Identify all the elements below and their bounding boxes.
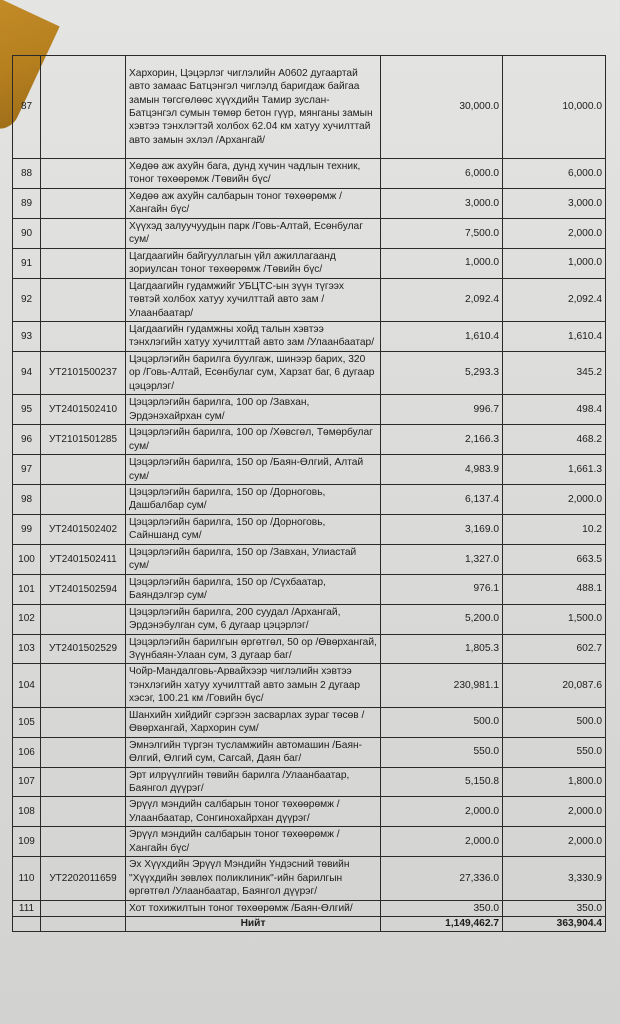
project-description: Хүүхэд залуучуудын парк /Говь-Алтай, Есөнбулаг сум/ (126, 218, 381, 248)
allocated-amount: 345.2 (503, 351, 606, 394)
row-number: 103 (13, 634, 41, 664)
table-row (13, 634, 606, 664)
total-cost: 2,092.4 (381, 278, 503, 321)
total-cost: 2,000.0 (381, 797, 503, 827)
project-description: Цагдаагийн байгууллагын үйл ажиллагаанд зориулсан тоног төхөөрөмж /Төвийн бүс/ (126, 248, 381, 278)
total-cost: 2,000.0 (381, 827, 503, 857)
row-number: 100 (13, 544, 41, 574)
project-description: Цэцэрлэгийн барилга, 150 ор /Завхан, Улиастай сум/ (126, 544, 381, 574)
row-number: 107 (13, 767, 41, 797)
project-code (41, 56, 126, 159)
row-number: 87 (13, 56, 41, 159)
allocated-amount: 2,000.0 (503, 484, 606, 514)
table-row (13, 395, 606, 425)
row-number: 89 (13, 188, 41, 218)
project-description: Цэцэрлэгийн барилга, 200 суудал /Архангай, Эрдэнэбулган сум, 6 дугаар цэцэрлэг/ (126, 604, 381, 634)
project-code: УТ2101500237 (41, 351, 126, 394)
project-code: УТ2401502410 (41, 395, 126, 425)
total-cost: 5,293.3 (381, 351, 503, 394)
grand-total: 1,149,462.7 (381, 917, 503, 931)
row-number: 95 (13, 395, 41, 425)
row-number: 106 (13, 737, 41, 767)
allocated-amount: 468.2 (503, 425, 606, 455)
allocated-amount: 10,000.0 (503, 56, 606, 159)
row-number: 97 (13, 455, 41, 485)
total-cost: 27,336.0 (381, 857, 503, 900)
allocated-amount: 2,000.0 (503, 797, 606, 827)
row-number: 101 (13, 574, 41, 604)
table-row (13, 159, 606, 189)
total-label: Нийт (126, 917, 381, 931)
project-code (41, 827, 126, 857)
project-description: Цэцэрлэгийн барилга, 100 ор /Завхан, Эрдэнэхайрхан сум/ (126, 395, 381, 425)
row-number: 96 (13, 425, 41, 455)
project-description: Шанхийн хийдийг сэргээн засварлах зураг төсөв /Өвөрхангай, Хархорин сум/ (126, 707, 381, 737)
project-code: УТ2401502529 (41, 634, 126, 664)
row-number: 109 (13, 827, 41, 857)
project-description: Цэцэрлэгийн барилга, 100 ор /Хөвсгөл, Төмөрбулаг сум/ (126, 425, 381, 455)
project-code (41, 218, 126, 248)
project-code: УТ2401502594 (41, 574, 126, 604)
table-row (13, 544, 606, 574)
project-code (41, 604, 126, 634)
table-row (13, 425, 606, 455)
project-code (41, 797, 126, 827)
allocated-amount: 500.0 (503, 707, 606, 737)
project-description: Хархорин, Цэцэрлэг чиглэлийн А0602 дугаартай авто замаас Батцэнгэл чиглэлд баригдаж байгаа замын төгсгөлөөс хүүхдийн Тамир зуслан-Батцэнгэл сумын төмөр бетон гүүр, мянганы замын хэвтээ тэнхлэгтэй холбох 62.04 км хатуу хучилттай авто замын эхлэл /Архангай/ (126, 56, 381, 159)
row-number: 104 (13, 664, 41, 707)
row-number: 110 (13, 857, 41, 900)
project-description: Цэцэрлэгийн барилга, 150 ор /Дорноговь, Дашбалбар сум/ (126, 484, 381, 514)
table-row (13, 664, 606, 707)
table-row (13, 484, 606, 514)
project-code (41, 188, 126, 218)
project-code: УТ2401502411 (41, 544, 126, 574)
table-row (13, 574, 606, 604)
row-number: 102 (13, 604, 41, 634)
total-cost: 550.0 (381, 737, 503, 767)
table-row (13, 900, 606, 916)
table-row (13, 857, 606, 900)
allocated-amount: 488.1 (503, 574, 606, 604)
allocated-amount: 2,000.0 (503, 827, 606, 857)
project-description: Эрүүл мэндийн салбарын тоног төхөөрөмж /Улаанбаатар, Сонгинохайрхан дүүрэг/ (126, 797, 381, 827)
project-description: Цагдаагийн гудамжийг УБЦТС-ын зүүн түгээх төвтэй холбох хатуу хучилттай авто зам /Улаанбаатар/ (126, 278, 381, 321)
table-row (13, 321, 606, 351)
row-number: 92 (13, 278, 41, 321)
total-cost: 1,805.3 (381, 634, 503, 664)
total-cost: 500.0 (381, 707, 503, 737)
project-code: УТ2202011659 (41, 857, 126, 900)
table-row (13, 514, 606, 544)
total-cost: 2,166.3 (381, 425, 503, 455)
table-body (13, 56, 606, 917)
budget-table (12, 55, 606, 932)
total-cost: 6,000.0 (381, 159, 503, 189)
project-code (41, 321, 126, 351)
allocated-amount: 3,330.9 (503, 857, 606, 900)
row-number: 93 (13, 321, 41, 351)
allocated-amount: 3,000.0 (503, 188, 606, 218)
row-number: 94 (13, 351, 41, 394)
project-description: Цэцэрлэгийн барилга буулгаж, шинээр барих, 320 ор /Говь-Алтай, Есөнбулаг сум, Харзат баг, 6 дугаар цэцэрлэг/ (126, 351, 381, 394)
total-cost: 4,983.9 (381, 455, 503, 485)
row-number: 111 (13, 900, 41, 916)
allocated-amount: 10.2 (503, 514, 606, 544)
project-description: Цэцэрлэгийн барилга, 150 ор /Сүхбаатар, Баяндэлгэр сум/ (126, 574, 381, 604)
total-row (13, 917, 606, 931)
project-code (41, 278, 126, 321)
total-cost: 7,500.0 (381, 218, 503, 248)
table-row (13, 737, 606, 767)
project-code: УТ2401502402 (41, 514, 126, 544)
allocated-amount: 663.5 (503, 544, 606, 574)
total-cost: 1,610.4 (381, 321, 503, 351)
total-cost: 976.1 (381, 574, 503, 604)
project-description: Хот тохижилтын тоног төхөөрөмж /Баян-Өлгий/ (126, 900, 381, 916)
table-row (13, 604, 606, 634)
project-code (41, 484, 126, 514)
table-row (13, 278, 606, 321)
table-row (13, 188, 606, 218)
table-row (13, 218, 606, 248)
project-code (41, 664, 126, 707)
project-code (41, 900, 126, 916)
allocated-amount: 550.0 (503, 737, 606, 767)
project-description: Эмнэлгийн түргэн тусламжийн автомашин /Баян-Өлгий, Өлгий сум, Сагсай, Даян баг/ (126, 737, 381, 767)
project-description: Цэцэрлэгийн барилга, 150 ор /Дорноговь, Сайншанд сум/ (126, 514, 381, 544)
row-number: 105 (13, 707, 41, 737)
total-cost: 5,200.0 (381, 604, 503, 634)
row-number: 99 (13, 514, 41, 544)
project-description: Цагдаагийн гудамжны хойд талын хэвтээ тэнхлэгийн хатуу хучилттай авто зам /Улаанбаатар/ (126, 321, 381, 351)
project-description: Чойр-Мандалговь-Арвайхээр чиглэлийн хэвтээ тэнхлэгийн хатуу хучилттай авто замын 2 дугаар хэсэг, 100.21 км /Говийн бүс/ (126, 664, 381, 707)
table-row (13, 767, 606, 797)
project-description: Эх Хүүхдийн Эрүүл Мэндийн Үндэсний төвийн "Хүүхдийн зөвлөх поликлиник"-ийн барилгын өргөтгөл /Улаанбаатар, Баянгол дүүрэг/ (126, 857, 381, 900)
allocated-amount: 498.4 (503, 395, 606, 425)
project-code (41, 707, 126, 737)
project-description: Хөдөө аж ахуйн салбарын тоног төхөөрөмж /Хангайн бүс/ (126, 188, 381, 218)
allocated-amount: 602.7 (503, 634, 606, 664)
project-code (41, 248, 126, 278)
total-cost: 3,000.0 (381, 188, 503, 218)
allocated-amount: 6,000.0 (503, 159, 606, 189)
total-cost: 5,150.8 (381, 767, 503, 797)
project-code: УТ2101501285 (41, 425, 126, 455)
total-cost: 350.0 (381, 900, 503, 916)
total-cost: 6,137.4 (381, 484, 503, 514)
table-row (13, 351, 606, 394)
total-cost: 1,327.0 (381, 544, 503, 574)
allocated-amount: 1,610.4 (503, 321, 606, 351)
allocated-amount: 1,500.0 (503, 604, 606, 634)
project-code (41, 159, 126, 189)
total-row-no (13, 917, 41, 931)
row-number: 90 (13, 218, 41, 248)
total-cost: 230,981.1 (381, 664, 503, 707)
table-row (13, 455, 606, 485)
table-row (13, 827, 606, 857)
project-description: Цэцэрлэгийн барилга, 150 ор /Баян-Өлгий, Алтай сум/ (126, 455, 381, 485)
project-description: Эрүүл мэндийн салбарын тоног төхөөрөмж /Хангайн бүс/ (126, 827, 381, 857)
allocated-amount: 350.0 (503, 900, 606, 916)
project-description: Эрт илрүүлгийн төвийн барилга /Улаанбаатар, Баянгол дүүрэг/ (126, 767, 381, 797)
project-description: Хөдөө аж ахуйн бага, дунд хүчин чадлын техник, тоног төхөөрөмж /Төвийн бүс/ (126, 159, 381, 189)
allocated-amount: 1,800.0 (503, 767, 606, 797)
table-row (13, 797, 606, 827)
row-number: 98 (13, 484, 41, 514)
total-row-code (41, 917, 126, 931)
total-cost: 30,000.0 (381, 56, 503, 159)
grand-amount: 363,904.4 (503, 917, 606, 931)
project-description: Цэцэрлэгийн барилгын өргөтгөл, 50 ор /Өвөрхангай, Зүүнбаян-Улаан сум, 3 дугаар баг/ (126, 634, 381, 664)
allocated-amount: 1,661.3 (503, 455, 606, 485)
row-number: 88 (13, 159, 41, 189)
total-cost: 3,169.0 (381, 514, 503, 544)
row-number: 91 (13, 248, 41, 278)
table-row (13, 56, 606, 159)
allocated-amount: 2,000.0 (503, 218, 606, 248)
project-code (41, 455, 126, 485)
project-code (41, 737, 126, 767)
table-row (13, 248, 606, 278)
allocated-amount: 20,087.6 (503, 664, 606, 707)
table-row (13, 707, 606, 737)
project-code (41, 767, 126, 797)
allocated-amount: 1,000.0 (503, 248, 606, 278)
total-cost: 996.7 (381, 395, 503, 425)
total-cost: 1,000.0 (381, 248, 503, 278)
allocated-amount: 2,092.4 (503, 278, 606, 321)
row-number: 108 (13, 797, 41, 827)
